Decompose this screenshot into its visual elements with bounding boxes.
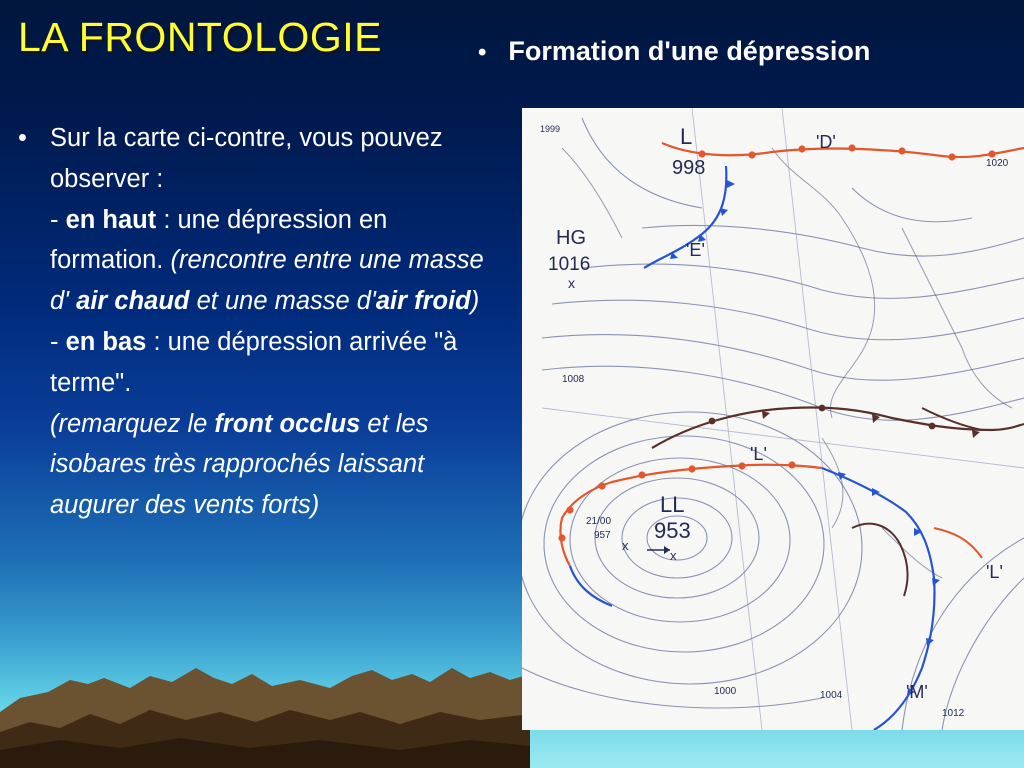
occluded-front-bottom <box>852 524 907 596</box>
isobar-label-1008: 1008 <box>562 374 585 385</box>
line1-dash: - <box>50 205 66 234</box>
high-code: HG <box>556 227 586 249</box>
line1-air-froid: air froid <box>375 287 471 316</box>
line2-italic-b: et les isobares très rapprochés laissant augurer des vents forts) <box>50 409 429 520</box>
subtitle-bullet: • <box>478 39 487 66</box>
low-bottom-code: LL <box>660 492 685 517</box>
track-start-marker: x <box>622 538 629 553</box>
line2-front-occlus: front occlus <box>214 409 361 438</box>
low-top-code: L <box>680 124 693 149</box>
line2-italic-a: (remarquez le <box>50 409 215 438</box>
weather-map <box>522 108 1024 730</box>
warm-front-top-markers <box>698 144 995 160</box>
isobar-label-1012: 1012 <box>942 708 965 719</box>
track-time: 21/00 <box>586 516 612 527</box>
front-label-m: 'M' <box>906 682 928 702</box>
low-top-value: 998 <box>672 157 706 179</box>
warm-front-right <box>934 528 982 558</box>
front-label-l-mid: 'L' <box>750 444 767 464</box>
line1-air-chaud: air chaud <box>76 287 190 316</box>
line1-bold: en haut <box>65 205 157 234</box>
body-paragraph <box>50 118 488 526</box>
front-label-d: 'D' <box>816 132 836 152</box>
line2-bold: en bas <box>65 327 147 356</box>
high-marker: x <box>568 275 575 291</box>
mountains-decoration <box>0 640 530 768</box>
slide-title: LA FRONTOLOGIE <box>18 14 382 60</box>
track-value: 957 <box>594 530 611 541</box>
isobar-label-1020: 1020 <box>986 158 1009 169</box>
low-bottom-value: 953 <box>654 518 691 543</box>
subtitle-item <box>478 36 870 67</box>
coastlines <box>562 148 1012 578</box>
isobar-label-1000: 1000 <box>714 686 737 697</box>
body-text <box>18 118 488 526</box>
high-value: 1016 <box>548 254 591 275</box>
front-label-e: 'E' <box>686 240 705 260</box>
line1-italic-b: et une masse d' <box>189 287 376 316</box>
line2-rest: : une dépression arrivée "à terme". <box>50 327 458 397</box>
track-end-marker: x <box>670 548 677 563</box>
intro-text: Sur la carte ci-contre, vous pouvez observer : <box>50 124 443 193</box>
isobars <box>522 118 1024 730</box>
front-label-l-right: 'L' <box>986 562 1003 582</box>
line1-italic-c: ) <box>470 287 480 316</box>
weather-map-canvas <box>522 108 1024 730</box>
subtitle-text: Formation d'une dépression <box>508 36 871 66</box>
line1-rest: : une dépression en formation. <box>50 205 388 275</box>
line1-italic-a: (rencontre entre une masse d' <box>50 246 484 316</box>
warm-front-top <box>662 143 1024 157</box>
isobar-label-1004: 1004 <box>820 690 843 701</box>
line2-dash: - <box>50 327 66 356</box>
meridians <box>542 108 1024 730</box>
body-bullet: • <box>18 124 27 152</box>
map-year: 1999 <box>540 124 561 134</box>
